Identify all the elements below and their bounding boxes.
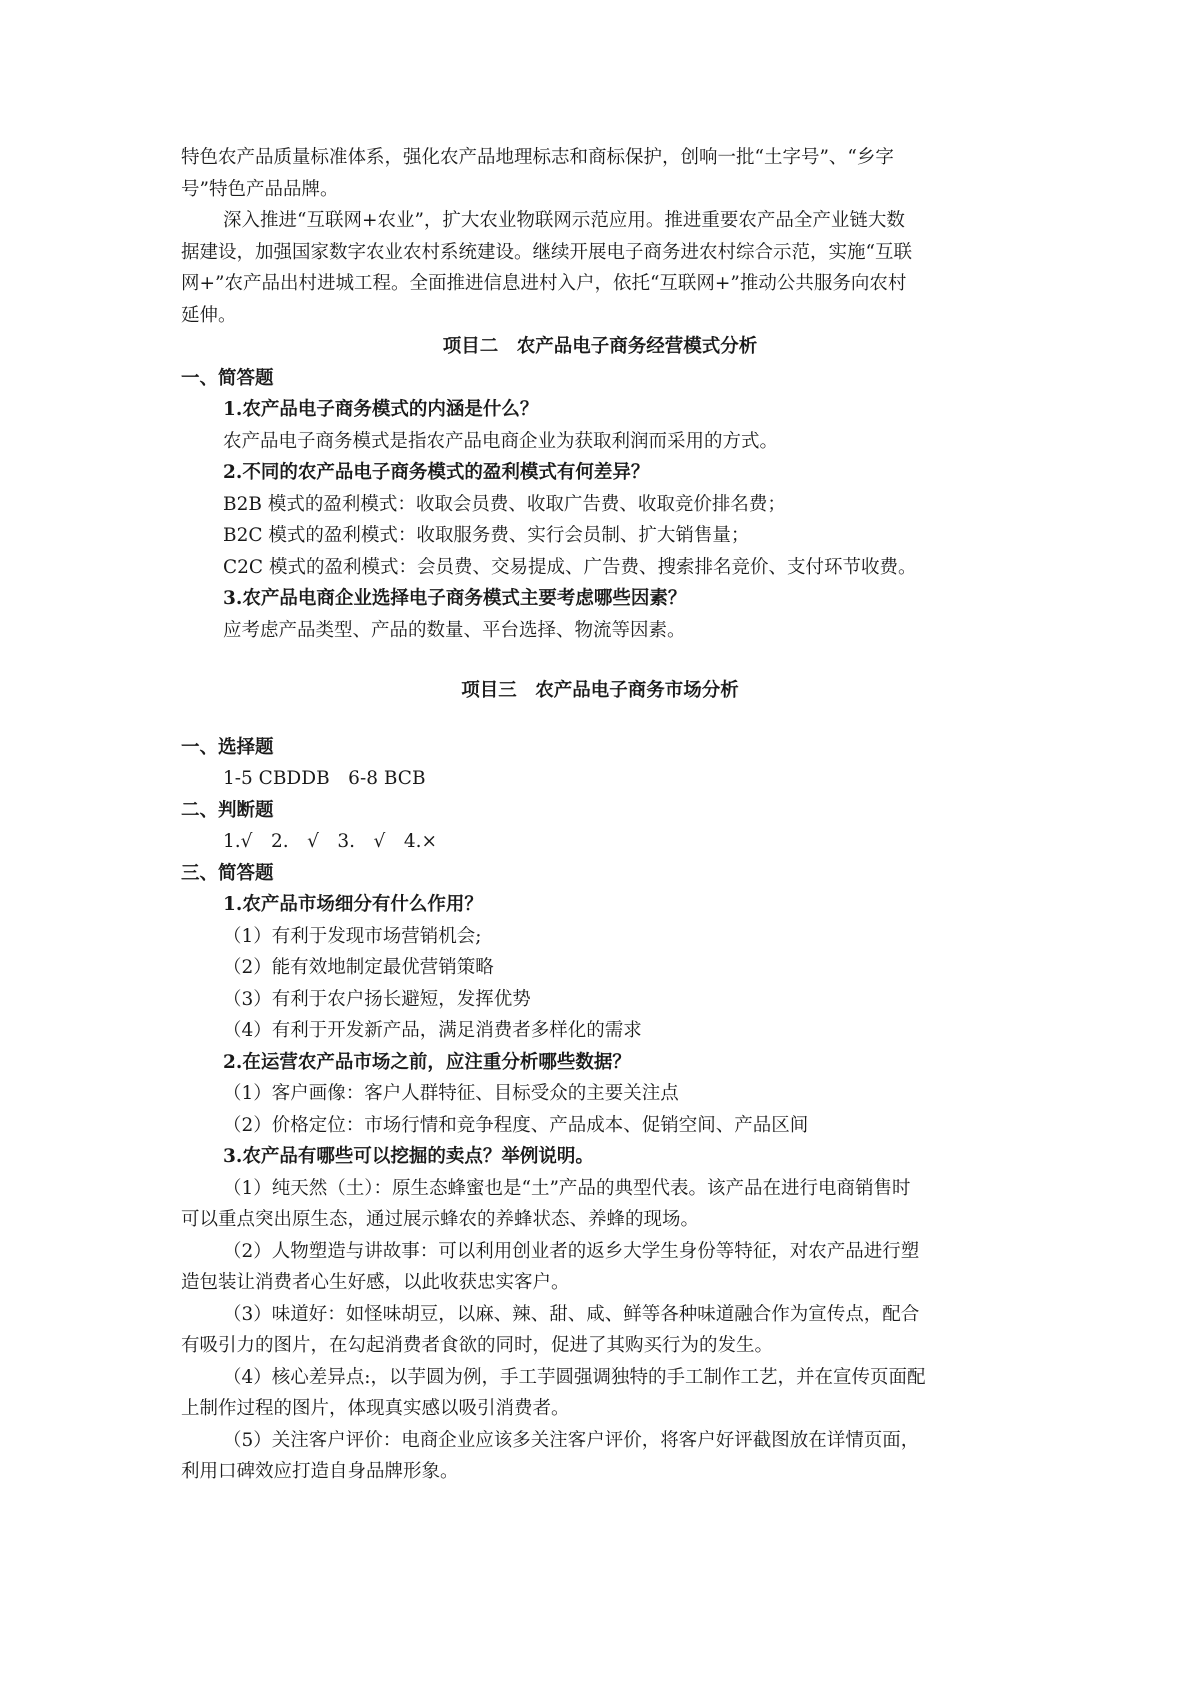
section-heading: 一、选择题 xyxy=(181,736,274,758)
text-line: （5）关注客户评价：电商企业应该多关注客户评价，将客户好评截图放在详情页面， xyxy=(223,1429,920,1451)
answer: （2）价格定位：市场行情和竞争程度、产品成本、促销空间、产品区间 xyxy=(223,1114,809,1136)
intro-paragraph-2 xyxy=(181,205,1019,331)
section-heading: 二、判断题 xyxy=(181,799,274,821)
question: 3.农产品电商企业选择电子商务模式主要考虑哪些因素？ xyxy=(223,588,687,609)
text-line: 号”特色产品品牌。 xyxy=(181,178,339,200)
answer: （1）客户画像：客户人群特征、目标受众的主要关注点 xyxy=(223,1083,679,1104)
answer: （3）有利于农户扬长避短，发挥优势 xyxy=(223,988,531,1010)
document-page xyxy=(181,142,1019,1488)
choice-answers: 1-5 CBDDB 6-8 BCB xyxy=(223,768,426,789)
answer-paragraph xyxy=(181,1425,1019,1488)
answer: 应考虑产品类型、产品的数量、平台选择、物流等因素。 xyxy=(223,619,686,641)
text-line: 特色农产品质量标准体系，强化农产品地理标志和商标保护，创响一批“土字号”、“乡字 xyxy=(181,147,894,168)
answer: B2B 模式的盈利模式：收取会员费、收取广告费、收取竞价排名费； xyxy=(223,493,786,515)
project3-title: 项目三 农产品电子商务市场分析 xyxy=(461,680,739,701)
section-heading: 一、简答题 xyxy=(181,367,274,389)
text-line: 有吸引力的图片，在勾起消费者食欲的同时，促进了其购买行为的发生。 xyxy=(181,1335,774,1356)
text-line: （2）人物塑造与讲故事：可以利用创业者的返乡大学生身份等特征，对农产品进行塑 xyxy=(223,1240,920,1262)
answer-paragraph xyxy=(181,1236,1019,1299)
intro-paragraph-1 xyxy=(181,142,1019,205)
answer-paragraph xyxy=(181,1173,1019,1236)
question: 3.农产品有哪些可以挖掘的卖点？举例说明。 xyxy=(223,1146,594,1167)
answer: C2C 模式的盈利模式：会员费、交易提成、广告费、搜索排名竞价、支付环节收费。 xyxy=(223,556,917,578)
question: 2.不同的农产品电子商务模式的盈利模式有何差异？ xyxy=(223,462,650,483)
text-line: 上制作过程的图片，体现真实感以吸引消费者。 xyxy=(181,1398,570,1419)
text-line: 深入推进“互联网+农业”，扩大农业物联网示范应用。推进重要农产品全产业链大数 xyxy=(223,210,905,231)
answer: 农产品电子商务模式是指农产品电商企业为获取利润而采用的方式。 xyxy=(223,430,779,452)
text-line: （1）纯天然（土）：原生态蜂蜜也是“土”产品的典型代表。该产品在进行电商销售时 xyxy=(223,1177,911,1199)
judge-answers: 1.√ 2. √ 3. √ 4.× xyxy=(223,831,437,852)
text-line: （4）核心差异点:，以芋圆为例，手工芋圆强调独特的手工制作工艺，并在宣传页面配 xyxy=(223,1366,926,1388)
text-line: 网+”农产品出村进城工程。全面推进信息进村入户，依托“互联网+”推动公共服务向农村 xyxy=(181,273,907,294)
answer: （2）能有效地制定最优营销策略 xyxy=(223,957,494,978)
answer-paragraph xyxy=(181,1299,1019,1362)
text-line: （3）味道好：如怪味胡豆，以麻、辣、甜、咸、鲜等各种味道融合作为宣传点，配合 xyxy=(223,1303,920,1325)
text-line: 延伸。 xyxy=(181,304,237,326)
question: 1.农产品电子商务模式的内涵是什么？ xyxy=(223,399,539,420)
answer: （4）有利于开发新产品，满足消费者多样化的需求 xyxy=(223,1020,642,1041)
text-line: 可以重点突出原生态，通过展示蜂农的养蜂状态、养蜂的现场。 xyxy=(181,1209,700,1230)
text-line: 据建设，加强国家数字农业农村系统建设。继续开展电子商务进农村综合示范，实施“互联 xyxy=(181,241,912,263)
answer: B2C 模式的盈利模式：收取服务费、实行会员制、扩大销售量； xyxy=(223,525,750,546)
project2-title: 项目二 农产品电子商务经营模式分析 xyxy=(442,336,758,357)
section-heading: 三、简答题 xyxy=(181,862,274,884)
answer-paragraph xyxy=(181,1362,1019,1425)
text-line: 造包装让消费者心生好感，以此收获忠实客户。 xyxy=(181,1272,570,1293)
question: 2.在运营农产品市场之前，应注重分析哪些数据？ xyxy=(223,1051,631,1073)
text-line: 利用口碑效应打造自身品牌形象。 xyxy=(181,1461,459,1482)
answer: （1）有利于发现市场营销机会; xyxy=(223,925,482,947)
question: 1.农产品市场细分有什么作用？ xyxy=(223,894,483,915)
